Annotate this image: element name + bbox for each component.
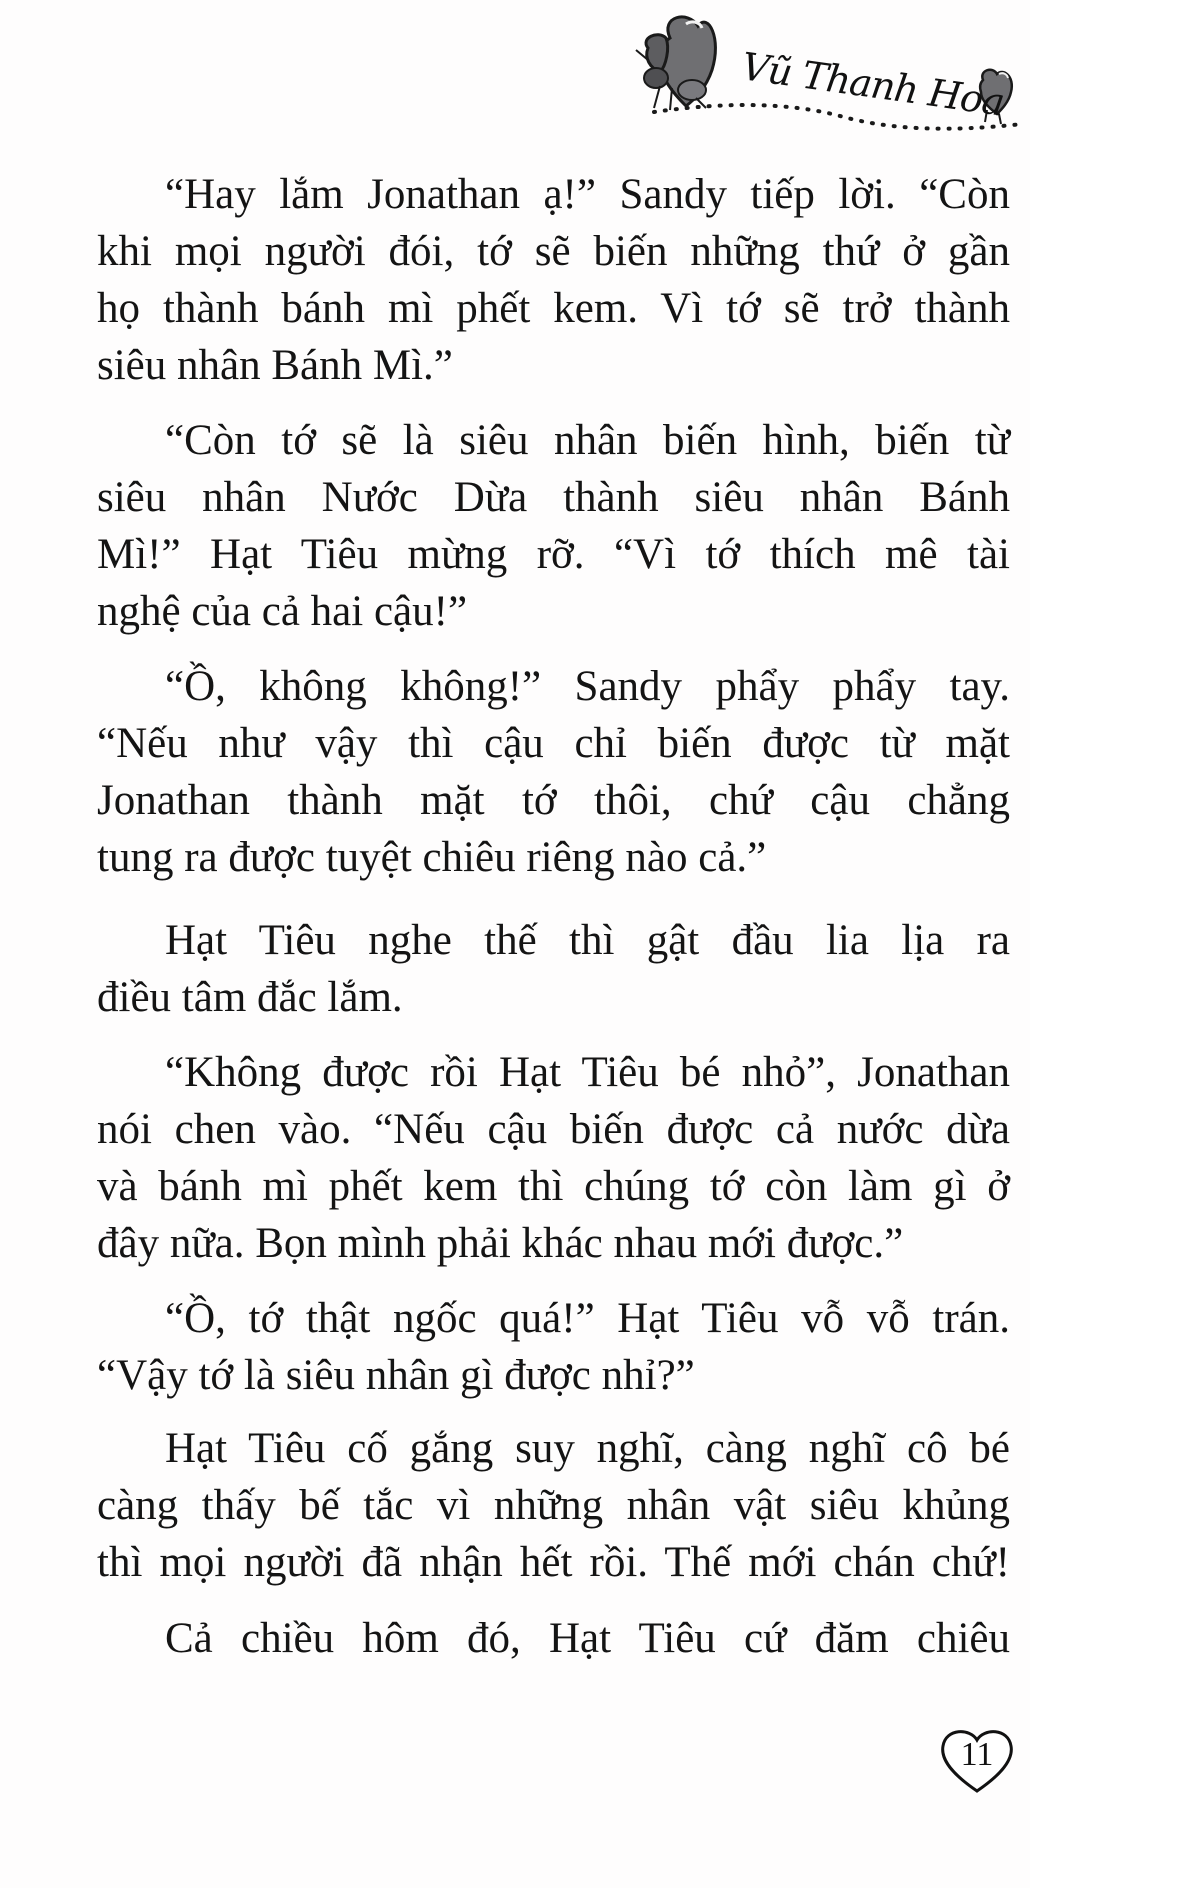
text-line: siêu nhân Nước Dừa thành siêu nhân Bánh [97,474,1010,521]
text-line: khi mọi người đói, tớ sẽ biến những thứ ở gần [97,228,1010,275]
text-line: siêu nhân Bánh Mì.” [97,342,453,389]
text-line: “Nếu như vậy thì cậu chỉ biến được từ mặt [97,720,1010,767]
text-line: Hạt Tiêu cố gắng suy nghĩ, càng nghĩ cô bé [165,1425,1010,1472]
text-line: nói chen vào. “Nếu cậu biến được cả nước dừa [97,1106,1010,1153]
text-line: điều tâm đắc lắm. [97,974,403,1021]
text-line: “Vậy tớ là siêu nhân gì được nhỉ?” [97,1352,695,1399]
text-line: càng thấy bế tắc vì những nhân vật siêu khủng [97,1482,1010,1529]
text-line: Hạt Tiêu nghe thế thì gật đầu lia lịa ra [165,917,1010,964]
page-header [630,8,1030,138]
page-number [940,1728,1014,1794]
text-line: Mì!” Hạt Tiêu mừng rỡ. “Vì tớ thích mê tài [97,531,1010,578]
text-line: “Ồ, tớ thật ngốc quá!” Hạt Tiêu vỗ vỗ trán. [165,1295,1010,1342]
text-line: tung ra được tuyệt chiêu riêng nào cả.” [97,834,767,881]
text-line: nghệ của cả hai cậu!” [97,588,468,635]
text-line: Jonathan thành mặt tớ thôi, chứ cậu chẳng [97,777,1010,824]
text-line: đây nữa. Bọn mình phải khác nhau mới được.” [97,1220,904,1267]
text-line: “Ồ, không không!” Sandy phẩy phẩy tay. [165,663,1010,710]
text-line: thì mọi người đã nhận hết rồi. Thế mới chán chứ! [97,1539,1010,1586]
text-line: “Không được rồi Hạt Tiêu bé nhỏ”, Jonathan [165,1049,1010,1096]
text-line: và bánh mì phết kem thì chúng tớ còn làm gì ở [97,1163,1010,1210]
text-line: Cả chiều hôm đó, Hạt Tiêu cứ đăm chiêu [165,1615,1010,1662]
author-name: Vũ Thanh Hoa [738,44,1007,125]
text-line: “Hay lắm Jonathan ạ!” Sandy tiếp lời. “Còn [165,171,1010,218]
page-number-text: 11 [960,1736,994,1773]
text-line: “Còn tớ sẽ là siêu nhân biến hình, biến từ [165,417,1010,464]
text-line: họ thành bánh mì phết kem. Vì tớ sẽ trở thành [97,285,1010,332]
